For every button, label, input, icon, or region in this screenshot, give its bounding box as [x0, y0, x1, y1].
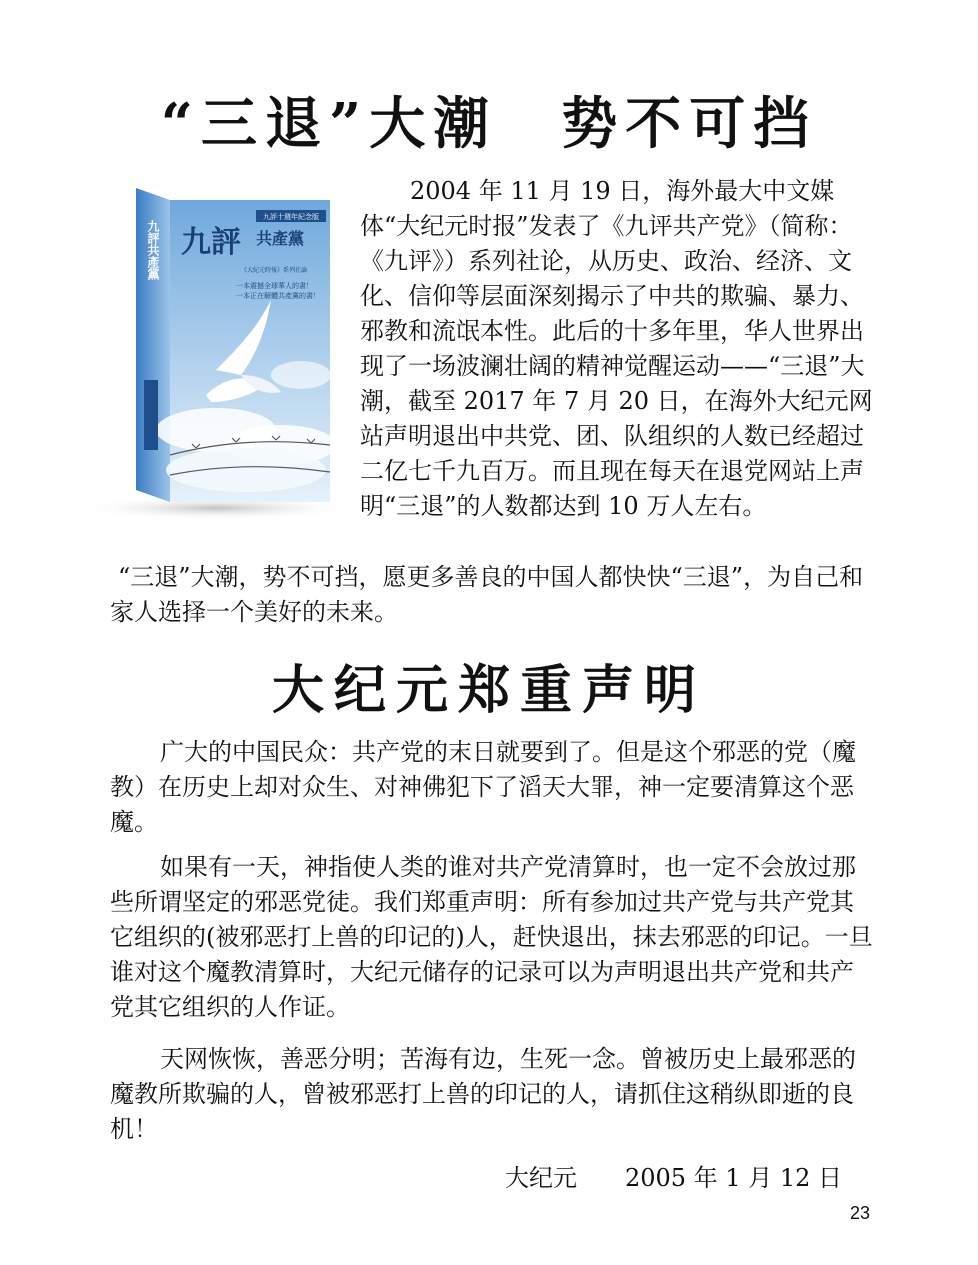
intro-paragraph: 2004 年 11 月 19 日，海外最大中文媒体“大纪元时报”发表了《九评共产党》（简称：《九评》）系列社论，从历史、政治、经济、文化、信仰等层面深刻揭示了中共的欺骗、暴力、邪教和流氓本性。此后的十多年里，华人世界出现了一场波澜壮阔的精神觉醒运动——“三退”大潮，截至 2017 年 7 月 20 日，在海外大纪元网站声明退出中共党、团、队组织的人数已经超过二亿七千九百万。而且现在每天在退党网站上声明“三退”的人数都达到 10 万人左右。	[360, 177, 873, 520]
declaration-paragraph-1: 广大的中国民众：共产党的末日就要到了。但是这个邪恶的党（魔教）在历史上却对众生、对神佛犯下了滔天大罪，神一定要清算这个恶魔。	[110, 738, 856, 836]
intro-paragraph-continued: “三退”大潮，势不可挡，愿更多善良的中国人都快快“三退”，为自己和家人选择一个美好的未来。	[110, 563, 864, 626]
declaration-title: 大纪元郑重声明	[271, 660, 706, 721]
section-title-santui: “三退”大潮 势不可挡	[160, 91, 818, 157]
page-number: 23	[850, 1203, 871, 1223]
book-series-text: 《大紀元時報》系列社論	[241, 267, 308, 274]
book-title-sub: 共產黨	[256, 229, 305, 248]
book-tagline-1: 一本震撼全球華人的書！	[236, 282, 313, 290]
signature-line: 大纪元 2005 年 1 月 12 日	[505, 1164, 843, 1192]
book-spine-title: 九評共產黨	[146, 220, 160, 280]
book-cover-image	[66, 180, 351, 520]
book-tagline-2: 一本正在解體共產黨的書！	[236, 292, 320, 300]
declaration-paragraph-3: 天网恢恢，善恶分明；苦海有边，生死一念。曾被历史上最邪恶的魔教所欺骗的人，曾被邪恶打上兽的印记的人，请抓住这稍纵即逝的良机！	[110, 1045, 856, 1143]
book-banner-text: 九評十週年紀念版	[263, 213, 319, 221]
declaration-paragraph-2: 如果有一天，神指使人类的谁对共产党清算时，也一定不会放过那些所谓坚定的邪恶党徒。我们郑重声明：所有参加过共产党与共产党其它组织的(被邪恶打上兽的印记的)人，赶快退出，抹去邪恶的印记。一旦谁对这个魔教清算时，大纪元储存的记录可以为声明退出共产党和共产党其它组织的人作证。	[110, 853, 873, 1021]
book-title-main: 九評	[181, 225, 241, 260]
